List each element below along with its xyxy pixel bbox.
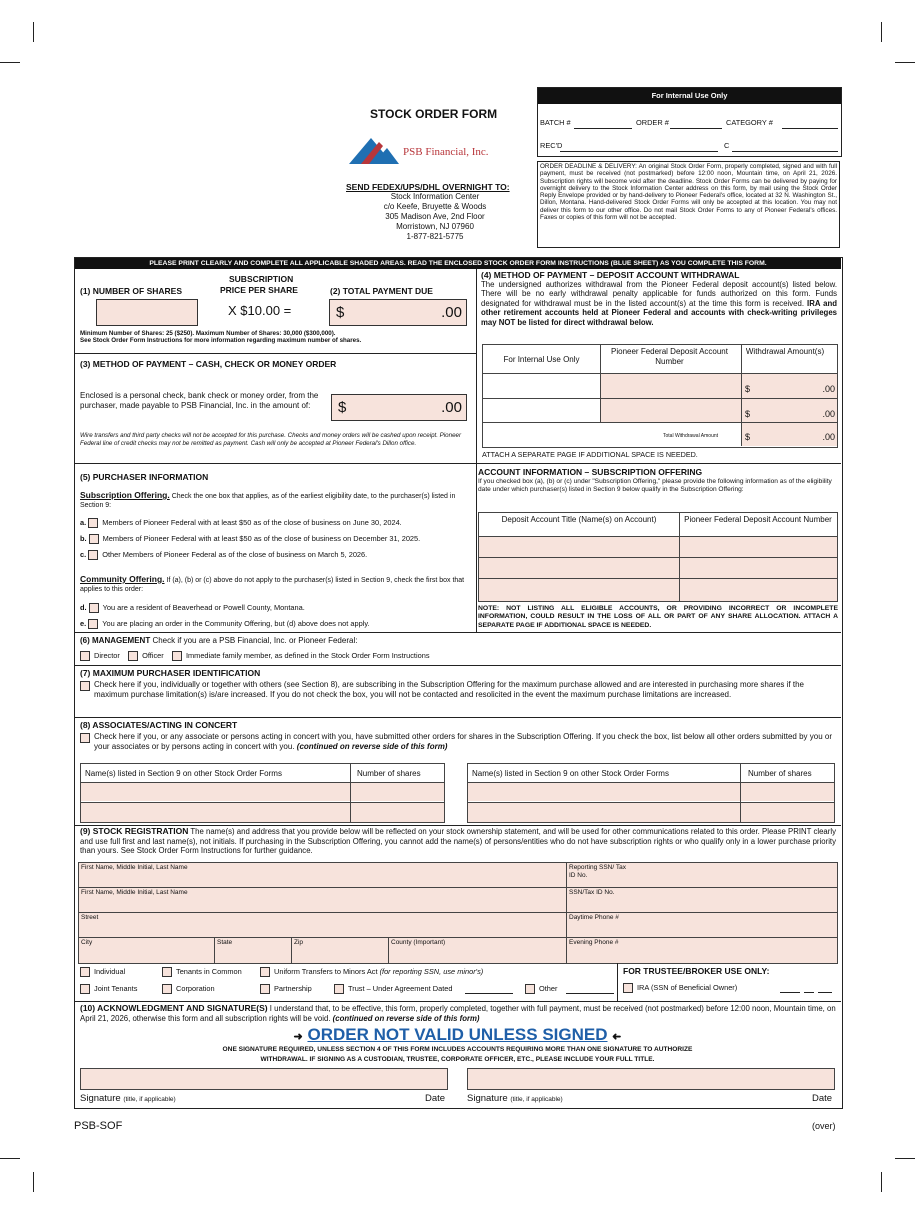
arrow-left-icon: ➜ xyxy=(612,1031,622,1043)
date-2-label: Date xyxy=(812,1093,833,1104)
ssn1-input[interactable] xyxy=(567,863,837,887)
banner-text: ORDER NOT VALID UNLESS SIGNED xyxy=(307,1025,608,1044)
logo-mark-icon xyxy=(349,134,405,164)
option-e-checkbox[interactable] xyxy=(88,619,98,629)
dollar-sign: $ xyxy=(336,304,345,321)
partnership-label: Partnership xyxy=(274,984,312,993)
withdrawal-amount-input[interactable] xyxy=(742,374,837,398)
sec9-header xyxy=(80,827,836,856)
sec4-text xyxy=(481,280,837,327)
sec9-text: The name(s) and address that you provide below will be reflected on your stock ownership statement, and will be used for other communications related to this order. Please PRINT clearly and use full first and last name(s), not initials. If purchasing in the Subscription Offering, you cannot add the name(s) of persons/entities who do not have subscription rights or who qualify only in a lower purchase priority than yours. See Stock Order Form Instructions for further guidance. xyxy=(80,827,836,855)
account-number-input[interactable] xyxy=(601,399,741,422)
crop-mark xyxy=(881,1172,882,1192)
sig-label: Signature xyxy=(80,1093,121,1104)
day-phone-label: Daytime Phone # xyxy=(569,914,619,921)
crop-mark xyxy=(0,1158,20,1159)
associates-table-left xyxy=(80,763,445,823)
officer-label: Officer xyxy=(142,651,164,660)
option-c-label: Other Members of Pioneer Federal as of the close of business on March 5, 2026. xyxy=(102,550,368,559)
option-c-checkbox[interactable] xyxy=(88,550,98,560)
individual-label: Individual xyxy=(94,967,126,976)
sig-requirement-2: WITHDRAWAL. IF SIGNING AS A CUSTODIAN, TRUSTEE, CORPORATE OFFICER, ETC., PLEASE INCLUDE YOUR FULL TITLE. xyxy=(260,1056,655,1063)
signature-2-input[interactable] xyxy=(467,1068,835,1090)
sig-label: Signature xyxy=(467,1093,508,1104)
day-phone-input[interactable] xyxy=(567,913,837,937)
sec6-text: Check if you are a PSB Financial, Inc. or Pioneer Federal: xyxy=(152,636,358,645)
option-a-label: Members of Pioneer Federal with at least $50 as of the close of business on June 30, 2024. xyxy=(102,518,402,527)
cash-amount-input[interactable] xyxy=(331,394,467,421)
family-label: Immediate family member, as defined in the Stock Order Form Instructions xyxy=(185,651,430,660)
logo xyxy=(349,134,529,164)
price-label-1: SUBSCRIPTION xyxy=(229,274,294,284)
eve-phone-label: Evening Phone # xyxy=(569,939,619,946)
dollar-sign: $ xyxy=(745,432,751,442)
account-title-input[interactable] xyxy=(479,558,679,578)
own-individual xyxy=(80,967,125,977)
sec8-cont: (continued on reverse side of this form) xyxy=(296,742,448,751)
officer-checkbox[interactable] xyxy=(128,651,138,661)
option-e-label: You are placing an order in the Community Offering, but (d) above does not apply. xyxy=(102,619,370,628)
shares-note-1: Minimum Number of Shares: 25 ($250). Maximum Number of Shares: 30,000 ($300,000). xyxy=(80,330,336,337)
ssn2-label: SSN/Tax ID No. xyxy=(569,889,615,896)
own-tic xyxy=(162,967,242,977)
associate-name-input[interactable] xyxy=(81,783,350,801)
internal-use-box xyxy=(537,87,842,157)
account-info-table xyxy=(478,512,838,602)
dollar-sign: $ xyxy=(338,399,347,416)
col-names: Name(s) listed in Section 9 on other Stock Order Forms xyxy=(472,769,669,778)
col-names: Name(s) listed in Section 9 on other Stock Order Forms xyxy=(85,769,282,778)
deadline-text: ORDER DEADLINE & DELIVERY: An original Stock Order Form, properly completed, signed and with full payment, must be received (not postmarked) before 12:00 noon, Mountain time, on April 21, 2026. Subscription rights will become void after the deadline. Stock Order Forms can be delivered by paying for overnight delivery to the Stock Information Center address on this form, by mail using the Stock Order Reply Envelope provided or by hand-delivery to Pioneer Federal's office, located at 32 N. Washington St., Dillon, Montana. Hand-delivered Stock Order Forms will only be accepted at this location. You may not deliver this form to our other office. Do not mail Stock Order Forms to any of Pioneer Federal's offices. Faxes or copies of this form will not be accepted. xyxy=(540,163,837,222)
account-number-input[interactable] xyxy=(680,537,837,557)
signature-1-label xyxy=(80,1093,176,1104)
other-checkbox[interactable] xyxy=(525,984,535,994)
crop-mark xyxy=(33,22,34,42)
col-number-shares: Number of shares xyxy=(748,769,812,778)
number-of-shares-input[interactable] xyxy=(96,299,198,326)
state-input[interactable] xyxy=(215,938,291,963)
street-label: Street xyxy=(81,914,99,921)
tenants-common-label: Tenants in Common xyxy=(176,967,242,976)
form-title: STOCK ORDER FORM xyxy=(370,107,498,121)
account-title-input[interactable] xyxy=(479,579,679,601)
crop-mark xyxy=(0,62,20,63)
sec7-text-block xyxy=(80,680,836,700)
acct-note: NOTE: NOT LISTING ALL ELIGIBLE ACCOUNTS, OR PROVIDING INCORRECT OR INCOMPLETE INFORMATION, COULD RESULT IN THE LOSS OF ALL OR PART OF ANY SHARE ALLOCATION. ATTACH A SEPARATE PAGE IF ADDITIONAL SPACE IS NEEDED. xyxy=(478,605,838,629)
ira-label: IRA (SSN of Beneficial Owner) xyxy=(637,983,738,992)
col-account-title: Deposit Account Title (Name(s) on Account) xyxy=(501,515,657,524)
shares-note-2: See Stock Order Form Instructions for more information regarding maximum number of shares. xyxy=(80,337,362,344)
city-input[interactable] xyxy=(79,938,214,963)
community-offering-text xyxy=(80,575,472,594)
logo-text: PSB Financial, Inc. xyxy=(403,146,489,158)
sec10-header xyxy=(80,1004,836,1023)
option-b-checkbox[interactable] xyxy=(89,534,99,544)
total-withdrawal-input[interactable] xyxy=(742,423,837,446)
eve-phone-input[interactable] xyxy=(567,938,837,963)
sig-note: (title, if applicable) xyxy=(123,1096,176,1103)
deadline-box xyxy=(537,161,840,248)
name1-input[interactable] xyxy=(79,863,566,887)
instructions-bar: PLEASE PRINT CLEARLY AND COMPLETE ALL APPLICABLE SHADED AREAS. READ THE ENCLOSED STOCK ORDER FORM INSTRUCTIONS (BLUE SHEET) AS YOU COMPLETE THIS FORM. xyxy=(75,258,841,269)
sec10-title: (10) ACKNOWLEDGMENT AND SIGNATURE(S) xyxy=(80,1003,268,1013)
zip-label: Zip xyxy=(294,939,304,946)
crop-mark xyxy=(881,22,882,42)
total-payment-input[interactable] xyxy=(329,299,467,326)
internal-use-title: For Internal Use Only xyxy=(538,88,841,104)
sec4-title: (4) METHOD OF PAYMENT – DEPOSIT ACCOUNT WITHDRAWAL xyxy=(481,270,740,280)
individual-checkbox[interactable] xyxy=(80,967,90,977)
crop-mark xyxy=(33,1172,34,1192)
c-label: C xyxy=(724,141,730,150)
sec6-title: (6) MANAGEMENT xyxy=(80,636,151,645)
total-payment-label: (2) TOTAL PAYMENT DUE xyxy=(330,286,433,296)
ssn2-input[interactable] xyxy=(567,888,837,912)
utma-note: (for reporting SSN, use minor's) xyxy=(379,967,484,976)
sec8-text: Check here if you, or any associate or persons acting in concert with you, have submitted other orders for shares in the Subscription Offering. If you check the box, list below all other orders submitted by you or your associates or by persons acting in concert with you. xyxy=(94,732,833,751)
sec10-cont: (continued on reverse side of this form) xyxy=(332,1013,480,1023)
sec4-attach: ATTACH A SEPARATE PAGE IF ADDITIONAL SPACE IS NEEDED. xyxy=(482,450,698,459)
tenants-common-checkbox[interactable] xyxy=(162,967,172,977)
own-other xyxy=(525,984,557,994)
zip-input[interactable] xyxy=(292,938,388,963)
account-title-input[interactable] xyxy=(479,537,679,557)
sec4-text-bold: IRA and other retirement accounts held at Pioneer Federal and accounts with check-writing privileges may NOT be listed for direct withdrawal below. xyxy=(481,298,838,327)
order-label: ORDER # xyxy=(636,118,669,127)
community-offering-title: Community Offering. xyxy=(80,574,165,584)
option-b-label: Members of Pioneer Federal with at least $50 as of the close of business on December 31, 2025. xyxy=(102,534,421,543)
trust-checkbox[interactable] xyxy=(334,984,344,994)
own-trust xyxy=(334,984,452,994)
ira-row xyxy=(623,983,737,993)
option-d: d. You are a resident of Beaverhead or Powell County, Montana. xyxy=(80,603,305,612)
own-corp xyxy=(162,984,215,994)
crop-mark xyxy=(895,1158,915,1159)
address-line: 305 Madison Ave, 2nd Floor xyxy=(385,212,485,221)
date-1-label: Date xyxy=(425,1093,446,1104)
management-options xyxy=(80,651,430,661)
sig-note: (title, if applicable) xyxy=(510,1096,563,1103)
associate-shares-input[interactable] xyxy=(351,803,444,822)
cents: .00 xyxy=(441,304,462,321)
sec8-text-block xyxy=(80,732,836,752)
associate-shares-input[interactable] xyxy=(741,803,834,822)
signature-1-input[interactable] xyxy=(80,1068,448,1090)
price-label-2: PRICE PER SHARE xyxy=(220,285,298,295)
col-withdrawal-amount: Withdrawal Amount(s) xyxy=(745,347,825,356)
withdrawal-table xyxy=(482,344,838,448)
associate-name-input[interactable] xyxy=(81,803,350,822)
name1-label: First Name, Middle Initial, Last Name xyxy=(81,864,188,871)
county-label: County (Important) xyxy=(391,939,446,946)
county-input[interactable] xyxy=(389,938,566,963)
name2-input[interactable] xyxy=(79,888,566,912)
associate-name-input[interactable] xyxy=(468,803,740,822)
sec6-header xyxy=(80,636,357,645)
ira-checkbox[interactable] xyxy=(623,983,633,993)
family-checkbox[interactable] xyxy=(172,651,182,661)
option-d-checkbox[interactable] xyxy=(89,603,99,613)
col-number-shares: Number of shares xyxy=(357,769,421,778)
col-pf-account-number: Pioneer Federal Deposit Account Number xyxy=(684,515,832,524)
trust-label: Trust – Under Agreement Dated xyxy=(348,984,453,993)
max-purchase-checkbox[interactable] xyxy=(80,681,90,691)
cents: .00 xyxy=(822,409,835,419)
state-label: State xyxy=(217,939,233,946)
community-offering-desc: If (a), (b) or (c) above do not apply to the purchaser(s) listed in Section 9, check the first box that applies to this order: xyxy=(80,577,465,593)
subscription-offering-title: Subscription Offering. xyxy=(80,490,170,500)
sec10-text: I understand that, to be effective, this form, properly completed, together with full payment, must be received (not postmarked) before 12:00 noon, Mountain time, on April 21, 2026, otherwise this form and all subscription rights will be void. xyxy=(80,1004,836,1023)
option-d-label: You are a resident of Beaverhead or Powell County, Montana. xyxy=(102,603,305,612)
acct-text: If you checked box (a), (b) or (c) under "Subscription Offering," please provide the following information as of the eligibility date under which purchaser(s) listed in Section 9 below qualify in the Subscription Offering: xyxy=(478,478,832,493)
sec7-title: (7) MAXIMUM PURCHASER IDENTIFICATION xyxy=(80,668,261,678)
address-line: Morristown, NJ 07960 xyxy=(396,222,474,231)
associate-shares-input[interactable] xyxy=(741,783,834,801)
partnership-checkbox[interactable] xyxy=(260,984,270,994)
associate-shares-input[interactable] xyxy=(351,783,444,801)
name2-label: First Name, Middle Initial, Last Name xyxy=(81,889,188,896)
dollar-sign: $ xyxy=(745,384,751,394)
sig-requirement-1: ONE SIGNATURE REQUIRED, UNLESS SECTION 4 OF THIS FORM INCLUDES ACCOUNTS REQUIRING MORE THAN ONE SIGNATURE TO AUTHORIZE xyxy=(222,1046,693,1053)
option-a-checkbox[interactable] xyxy=(88,518,98,528)
joint-tenants-checkbox[interactable] xyxy=(80,984,90,994)
address-line: 1-877-821-5775 xyxy=(406,232,464,241)
own-partnership xyxy=(260,984,312,994)
corporation-label: Corporation xyxy=(176,984,215,993)
sec4-text-plain: The undersigned authorizes withdrawal from the Pioneer Federal deposit account(s) listed below. There will be no early withdrawal penalty applicable for funds authorized on this form. Funds designated for withdrawal must be in the listed account(s) at the time this form is received. xyxy=(481,280,837,308)
acct-title: ACCOUNT INFORMATION – SUBSCRIPTION OFFERING xyxy=(478,467,703,477)
signature-2-label xyxy=(467,1093,563,1104)
price-per-share: X $10.00 = xyxy=(228,303,292,318)
form-code: PSB-SOF xyxy=(74,1120,123,1132)
send-address xyxy=(340,192,530,242)
other-label: Other xyxy=(539,984,558,993)
arrow-right-icon: ➜ xyxy=(293,1031,303,1043)
cents: .00 xyxy=(822,384,835,394)
option-e: e. You are placing an order in the Community Offering, but (d) above does not apply. xyxy=(80,619,370,628)
option-b: b. Members of Pioneer Federal with at least $50 as of the close of business on December 31, 2025. xyxy=(80,534,421,543)
own-utma xyxy=(260,967,483,977)
account-number-input[interactable] xyxy=(601,374,741,398)
ssn1-label: Reporting SSN/ Tax ID No. xyxy=(569,864,626,879)
utma-label: Uniform Transfers to Minors Act xyxy=(274,967,378,976)
address-line: c/o Keefe, Bruyette & Woods xyxy=(383,202,487,211)
joint-tenants-label: Joint Tenants xyxy=(94,984,138,993)
sec8-title: (8) ASSOCIATES/ACTING IN CONCERT xyxy=(80,720,238,730)
sec7-text: Check here if you, individually or together with others (see Section 8), are subscribing in the Subscription Offering for the maximum purchase allowed and are interested in purchasing more shares if the maximum purchase limitation(s) is/are increased. If you do not check the box, you will not be contacted and resolicited in the event the maximum purchase limitations are increased. xyxy=(94,680,804,699)
recd-label: REC'D xyxy=(540,141,563,150)
over-label: (over) xyxy=(812,1121,836,1131)
number-of-shares-label: (1) NUMBER OF SHARES xyxy=(80,286,183,296)
account-number-input[interactable] xyxy=(680,579,837,601)
city-label: City xyxy=(81,939,93,946)
sec3-note: Wire transfers and third party checks will not be accepted for this purchase. Checks and money orders will be cashed upon receipt. Pioneer Federal line of credit checks may not be remitted as payment. Cash will only be accepted at Pioneer Federal's Dillon office. xyxy=(80,432,462,447)
total-withdrawal-label: Total Withdrawal Amount xyxy=(663,433,719,439)
order-not-valid-banner xyxy=(0,1025,915,1045)
sec3-text: Enclosed is a personal check, bank check or money order, from the purchaser, made payable to PSB Financial, Inc. in the amount of: xyxy=(80,391,319,410)
option-a: a. Members of Pioneer Federal with at least $50 as of the close of business on June 30, 2024. xyxy=(80,518,402,527)
own-joint xyxy=(80,984,137,994)
crop-mark xyxy=(895,62,915,63)
category-label: CATEGORY # xyxy=(726,118,773,127)
associate-name-input[interactable] xyxy=(468,783,740,801)
subscription-offering-text xyxy=(80,491,472,510)
cents: .00 xyxy=(441,399,462,416)
option-c: c. Other Members of Pioneer Federal as of the close of business on March 5, 2026. xyxy=(80,550,368,559)
director-label: Director xyxy=(94,651,120,660)
associates-table-right xyxy=(467,763,835,823)
street-input[interactable] xyxy=(79,913,566,937)
send-label: SEND FEDEX/UPS/DHL OVERNIGHT TO: xyxy=(346,182,510,192)
subscription-offering-desc: Check the one box that applies, as of the earliest eligibility date, to the purchaser(s) listed in Section 9: xyxy=(80,493,456,509)
corporation-checkbox[interactable] xyxy=(162,984,172,994)
withdrawal-amount-input[interactable] xyxy=(742,399,837,422)
cents: .00 xyxy=(822,432,835,442)
director-checkbox[interactable] xyxy=(80,651,90,661)
utma-checkbox[interactable] xyxy=(260,967,270,977)
associates-checkbox[interactable] xyxy=(80,733,90,743)
address-line: Stock Information Center xyxy=(390,192,480,201)
dollar-sign: $ xyxy=(745,409,751,419)
col-internal-use: For Internal Use Only xyxy=(503,354,580,364)
trustee-title: FOR TRUSTEE/BROKER USE ONLY: xyxy=(623,966,770,976)
batch-label: BATCH # xyxy=(540,118,571,127)
registration-grid xyxy=(78,862,838,964)
col-account-number: Pioneer Federal Deposit Account Number xyxy=(611,347,728,366)
sec9-title: (9) STOCK REGISTRATION xyxy=(80,826,189,836)
account-number-input[interactable] xyxy=(680,558,837,578)
sec5-title: (5) PURCHASER INFORMATION xyxy=(80,472,209,482)
sec3-title: (3) METHOD OF PAYMENT – CASH, CHECK OR MONEY ORDER xyxy=(80,359,337,369)
